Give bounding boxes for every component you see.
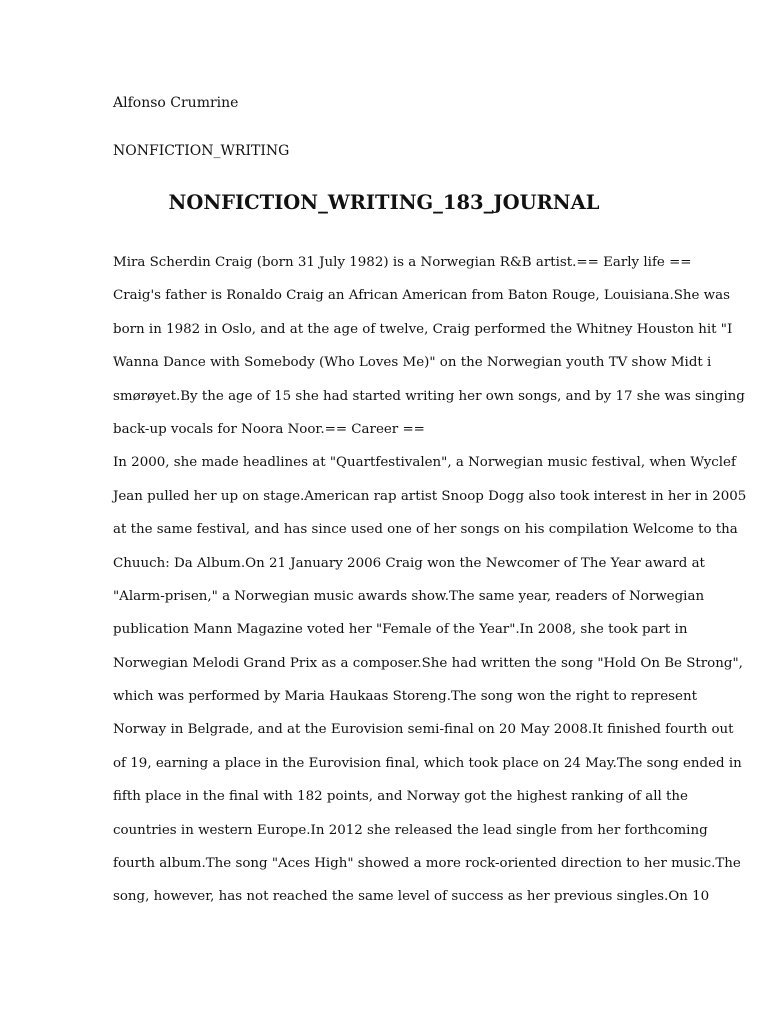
body-line: Wanna Dance with Somebody (Who Loves Me)" on the Norwegian youth TV show Midt i	[113, 355, 712, 371]
document-title: NONFICTION_WRITING_183_JOURNAL	[168, 191, 600, 214]
body-line: born in 1982 in Oslo, and at the age of twelve, Craig performed the Whitney Houston hit "I	[113, 321, 733, 337]
document-body	[113, 251, 747, 919]
body-line: Norwegian Melodi Grand Prix as a composer.She had written the song "Hold On Be Strong",	[113, 655, 743, 671]
body-line: smørøyet.By the age of 15 she had started writing her own songs, and by 17 she was singing	[113, 388, 745, 404]
body-line: Jean pulled her up on stage.American rap artist Snoop Dogg also took interest in her in 2005	[113, 488, 747, 504]
body-line: Chuuch: Da Album.On 21 January 2006 Craig won the Newcomer of The Year award at	[113, 555, 705, 571]
body-line: back-up vocals for Noora Noor.== Career ==	[113, 421, 425, 437]
body-line: In 2000, she made headlines at "Quartfestivalen", a Norwegian music festival, when Wyclef	[113, 455, 736, 471]
body-line: of 19, earning a place in the Eurovision final, which took place on 24 May.The song ended in	[113, 755, 742, 771]
body-line: which was performed by Maria Haukaas Storeng.The song won the right to represent	[113, 689, 697, 705]
body-line: countries in western Europe.In 2012 she released the lead single from her forthcoming	[113, 822, 708, 838]
body-line: at the same festival, and has since used one of her songs on his compilation Welcome to tha	[113, 522, 738, 538]
author-name: Alfonso Crumrine	[113, 95, 239, 111]
body-line: Mira Scherdin Craig (born 31 July 1982) is a Norwegian R&B artist.== Early life ==	[113, 255, 692, 270]
course-name: NONFICTION_WRITING	[113, 143, 290, 159]
body-line: Norway in Belgrade, and at the Eurovision semi-final on 20 May 2008.It finished fourth out	[113, 722, 734, 738]
body-line: Craig's father is Ronaldo Craig an African American from Baton Rouge, Louisiana.She was	[113, 288, 730, 304]
body-line: fourth album.The song "Aces High" showed a more rock-oriented direction to her music.The	[113, 856, 741, 872]
body-line: publication Mann Magazine voted her "Female of the Year".In 2008, she took part in	[113, 622, 688, 638]
body-line: "Alarm-prisen," a Norwegian music awards show.The same year, readers of Norwegian	[113, 588, 705, 604]
body-line: song, however, has not reached the same level of success as her previous singles.On 10	[113, 889, 710, 905]
body-line: fifth place in the final with 182 points, and Norway got the highest ranking of all the	[113, 789, 688, 805]
